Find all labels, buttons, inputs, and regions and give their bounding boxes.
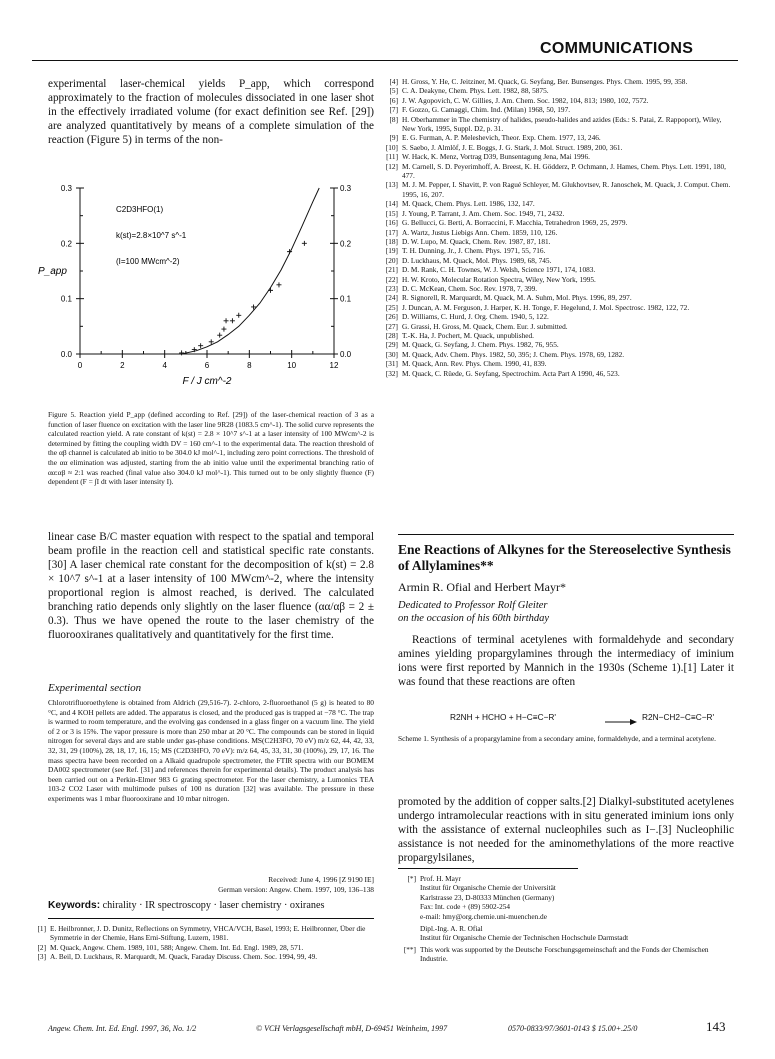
reference-item <box>33 943 375 952</box>
reference-number: [32] <box>385 368 398 378</box>
reference-number: [1] <box>37 924 46 933</box>
reference-item <box>385 256 733 265</box>
reference-text: H. Gross, Y. He, C. Jeitziner, M. Quack, G. Seyfang, Ber. Bunsenges. Phys. Chem. 1995, 99, 358. <box>402 77 688 86</box>
reference-number: [14] <box>385 199 398 209</box>
reference-text: M. Quack, C. Rüede, G. Seyfang, Spectrochim. Acta Part A 1990, 46, 523. <box>402 368 620 378</box>
data-point <box>221 327 226 332</box>
header-rule <box>32 60 738 61</box>
reference-number: [18] <box>385 236 398 246</box>
reference-text: G. Bellucci, G. Berti, A. Borraccini, F. Macchia, Tetrahedron 1969, 25, 2979. <box>402 218 628 228</box>
footnote-mark-1: [*] <box>407 874 416 883</box>
data-point <box>268 288 273 293</box>
reference-number: [23] <box>385 283 398 293</box>
reference-number: [11] <box>386 152 398 162</box>
footnotes <box>398 874 734 964</box>
y-tick-label-left: 0.2 <box>60 239 72 249</box>
inset-label: C2D3HFO(1) <box>116 205 164 214</box>
fit-curve <box>182 188 320 354</box>
reference-text: M. Quack, Angew. Chem. 1989, 101, 588; Angew. Chem. Int. Ed. Engl. 1989, 28, 571. <box>50 942 304 952</box>
footer-code: 0570-0833/97/3601-0143 $ 15.00+.25/0 <box>508 1024 638 1033</box>
reference-item <box>385 143 733 152</box>
reference-number: [20] <box>385 255 398 265</box>
x-tick-label: 4 <box>162 361 167 370</box>
y-axis-label: P_app <box>38 266 67 277</box>
x-tick-label: 2 <box>120 361 125 370</box>
reference-number: [22] <box>385 274 398 284</box>
reference-text: J. W. Agopovich, C. W. Gillies, J. Am. Chem. Soc. 1982, 104, 813; 1980, 102, 7572. <box>402 95 649 105</box>
scheme-caption: Scheme 1. Synthesis of a propargylamine from a secondary amine, formaldehyde, and a terminal acetylene. <box>398 734 716 743</box>
page-number: 143 <box>706 1019 726 1034</box>
reference-text: M. Quack, Chem. Phys. Lett. 1986, 132, 147. <box>402 199 535 209</box>
reference-number: [29] <box>385 340 398 350</box>
reference-item <box>385 162 733 181</box>
reference-number: [15] <box>385 208 398 218</box>
reference-text: M. Quack, Adv. Chem. Phys. 1982, 50, 395; J. Chem. Phys. 1978, 69, 1282. <box>402 349 625 359</box>
reference-text: C. A. Deakyne, Chem. Phys. Lett. 1982, 88, 5875. <box>402 86 549 96</box>
reference-item <box>385 284 733 293</box>
reference-text: M. Quack, G. Seyfang, J. Chem. Phys. 1982, 76, 955. <box>402 340 559 350</box>
reference-number: [30] <box>385 349 398 359</box>
refs-rule-left <box>48 918 374 919</box>
inset-label: k(st)=2.8×10^7 s^-1 <box>116 231 187 240</box>
keywords <box>48 900 378 911</box>
reference-number: [26] <box>385 312 398 322</box>
y-tick-label-right: 0.1 <box>340 294 352 304</box>
reference-item <box>385 350 733 359</box>
data-point <box>230 318 235 323</box>
reference-text: E. G. Furman, A. P. Meleshevich, Theor. Exp. Chem. 1977, 13, 246. <box>402 133 601 143</box>
reference-number: [2] <box>37 942 46 952</box>
footer-publisher: © VCH Verlagsgesellschaft mbH, D-69451 Weinheim, 1997 <box>256 1024 448 1033</box>
reference-number: [12] <box>385 161 398 171</box>
data-point <box>302 241 307 246</box>
chart-inset <box>116 205 187 266</box>
footnote-mark-2: [**] <box>403 944 416 954</box>
reference-number: [6] <box>389 95 398 105</box>
y-tick-label-right: 0.2 <box>340 239 352 249</box>
footer-journal: Angew. Chem. Int. Ed. Engl. 1997, 36, No. 1/2 <box>48 1024 197 1033</box>
reference-text: A. Wartz, Justus Liebigs Ann. Chem. 1859, 110, 126. <box>402 227 558 237</box>
reference-number: [16] <box>385 218 398 228</box>
article-authors: Armin R. Ofial and Herbert Mayr* <box>398 580 566 594</box>
reference-text: H. W. Kroto, Molecular Rotation Spectra, Wiley, New York, 1995. <box>402 274 596 284</box>
reference-item <box>385 322 733 331</box>
reference-text: H. Oberhammer in The chemistry of halides, pseudo-halides and azides (Eds.: S. Patai, Z. Rappoport), Wiley, New York, 1995, Suppl. D2, p. 31. <box>402 114 722 134</box>
reference-item <box>385 237 733 246</box>
data-point <box>217 333 222 338</box>
reference-item <box>385 265 733 274</box>
article-title: Ene Reactions of Alkynes for the Stereoselective Synthesis of Allylamines** <box>398 542 731 573</box>
footnote-rule <box>398 868 578 869</box>
footnote-1 <box>420 874 734 943</box>
reference-text: G. Grassi, H. Gross, M. Quack, Chem. Eur. J. submitted. <box>402 321 568 331</box>
reference-text: D. Luckhaus, M. Quack, Mol. Phys. 1989, 68, 745. <box>402 255 552 265</box>
footnote-line: Institut für Organische Chemie der Technischen Hochschule Darmstadt <box>420 933 629 943</box>
reference-item <box>385 77 733 86</box>
reference-text: S. Saebo, J. Almlöf, J. E. Boggs, J. G. Stark, J. Mol. Struct. 1989, 200, 361. <box>402 142 623 152</box>
reference-item <box>385 293 733 302</box>
reference-item <box>385 369 733 378</box>
reference-item <box>385 199 733 208</box>
x-tick-label: 12 <box>329 361 339 370</box>
reference-text: D. W. Lupo, M. Quack, Chem. Rev. 1987, 87, 181. <box>402 236 551 246</box>
x-tick-label: 10 <box>287 361 297 370</box>
reference-item <box>33 924 375 943</box>
footnote-line: Dipl.-Ing. A. R. Ofial <box>420 924 483 934</box>
reference-item <box>385 303 733 312</box>
intro-paragraph: experimental laser-chemical yields P_app, which correspond approximately to the fraction of molecules dissociated in one laser shot in the effectively irradiated volume (for exact definition see Ref. [29]) are analyzed quantitatively by means of a complete simulation of the reaction (Figure 5) in terms of the non- <box>48 78 374 146</box>
y-tick-label-left: 0.3 <box>60 184 72 193</box>
data-point <box>236 313 241 318</box>
section-header: COMMUNICATIONS <box>540 40 694 57</box>
inset-label: (I=100 MWcm^-2) <box>116 257 180 266</box>
x-axis-label: F / J cm^-2 <box>182 376 232 387</box>
y-tick-label-right: 0.0 <box>340 350 352 359</box>
reference-number: [5] <box>389 86 398 96</box>
reference-number: [8] <box>389 114 398 124</box>
reference-text: A. Beil, D. Luckhaus, R. Marquardt, M. Quack, Faraday Discuss. Chem. Soc. 1994, 99, 49. <box>50 952 318 962</box>
keywords-text: chirality · IR spectroscopy · laser chemistry · oxiranes <box>102 900 325 911</box>
reference-item <box>385 228 733 237</box>
reference-item <box>385 105 733 114</box>
figure-5-chart <box>36 176 382 408</box>
reference-item <box>385 180 733 199</box>
reference-number: [9] <box>389 133 398 143</box>
footnote-2: This work was supported by the Deutsche Forschungsgemeinschaft and the Fonds der Chemischen Industrie. <box>420 944 709 964</box>
reference-text: M. Quack, Ann. Rev. Phys. Chem. 1990, 41, 839. <box>402 359 547 369</box>
reference-item <box>385 359 733 368</box>
chart-axes <box>38 184 352 387</box>
reference-number: [10] <box>385 142 398 152</box>
y-tick-label-right: 0.3 <box>340 184 352 193</box>
reference-item <box>385 340 733 349</box>
reference-list-left <box>33 924 375 962</box>
reaction-arrow <box>605 713 637 731</box>
reference-text: J. Young, P. Tarrant, J. Am. Chem. Soc. 1949, 71, 2432. <box>402 208 565 218</box>
received-line: Received: June 4, 1996 [Z 9190 IE] <box>268 875 374 884</box>
footnote-line: Prof. H. Mayr <box>420 874 461 883</box>
reference-number: [25] <box>385 302 398 312</box>
reference-text: M. Carnell, S. D. Peyerimhoff, A. Breest, K. H. Gödderz, P. Ochmann, J. Hames, Chem. Phys. Lett. 1991, 180, 477. <box>402 161 726 181</box>
reference-number: [17] <box>385 227 398 237</box>
reference-text: J. Duncan, A. M. Ferguson, J. Harper, K. H. Tonge, F. Hegelund, J. Mol. Spectrosc. 1982, 122, 72. <box>402 302 690 312</box>
article-paragraph-1: Reactions of terminal acetylenes with formaldehyde and secondary amines yielding propargylamines through the intermediacy of iminium ions were first reported by Mannich in the 1930s (Scheme 1).[1] Later it was found that these reactions are often <box>398 634 734 688</box>
scheme-reactants: R2NH + HCHO + H−C≡C−R' <box>450 712 557 722</box>
x-tick-label: 0 <box>77 361 83 370</box>
scheme-product: R2N−CH2−C≡C−R' <box>642 712 715 722</box>
reference-number: [19] <box>385 246 398 256</box>
dedication-line-2: on the occasion of his 60th birthday <box>398 613 550 624</box>
reference-item <box>385 312 733 321</box>
article-title-block <box>398 542 734 574</box>
experimental-text: Chlorotrifluoroethylene is obtained from Aldrich (29,516-7). 2-chloro, 2-fluoroethanol (5 g) is heated to 80 °C, and 4 KOH pellets are added. The apparatus is closed, and the produced gas is trapped at −78 °C. The trap is warmed to room temperature, and the evolving gas condensed in a glass finger on a vacuum line. The yield of 2 or 3 is 15%. The vapor pressure is more than 250 mbar at 20 °C. The compounds can be stored in liquid nitrogen for several days and are stable under gas-phase conditions. MS(C2H3FO, 70 eV) m/z 62, 44, 42, 33, 32, 31, 29 (100%), 28, 18, 17, 16, 15; MS (C2D3HFO, 70 eV): m/z 64, 45, 33, 31, 30 (100%), 29, 17, 16. The mass spectra have been recorded on a Alkaid quadrupole spectrometer, the FTIR spectra with our BOMEM DA002 spectrometer (see Ref. [31] and references therein for experimental details). The product analysis has been carried out on a Perkin-Elmer 983 G grating spectrometer. For the laser chemistry, a Lumonics TEA 103-2 CO2 Laser with multimode pulses of 100 ns duration [32] was available. The pressure in these experiments was 1 mbar fluorooxirane and 10 mbar nitrogen. <box>48 698 374 803</box>
reference-text: D. Williams, C. Hurd, J. Org. Chem. 1940, 5, 122. <box>402 312 549 322</box>
footnote-line: Fax: Int. code + (89) 5902-254 <box>420 902 511 912</box>
reference-item <box>385 218 733 227</box>
reference-text: T.-K. Ha, J. Pochert, M. Quack, unpublished. <box>402 330 534 340</box>
data-point <box>224 318 229 323</box>
footnote-line: Karlstrasse 23, D-80333 München (Germany) <box>420 892 555 902</box>
experimental-heading: Experimental section <box>48 682 142 694</box>
x-tick-label: 6 <box>204 361 210 370</box>
conclusion-paragraph: linear case B/C master equation with respect to the spatial and temporal beam profile in the reaction cell and statistical specific rate constants.[30] A laser chemical rate constant for the decomposition of k(st) = 2.8 × 10^7 s^-1 at a laser intensity of 100 MWcm^-2, where the intensity proportional region is almost reached, is derived. The calculated branching ratio depends only slightly on the laser fluence (αα/αβ = 2 ± 0.3). Thus we have opened the route to the laser chemistry of the fluorooxiranes qualitatively and quantitatively for the first time. <box>48 531 374 641</box>
reference-text: E. Heilbronner, J. D. Dunitz, Reflections on Symmetry, VHCA/VCH, Basel, 1993; E. Heilbronner, Über die Symmetrie in der Chemie, Hans Erni-Stiftung, Luzern, 1981. <box>50 924 366 943</box>
reference-item <box>385 86 733 95</box>
reference-text: W. Hack, K. Menz, Vortrag D39, Bunsentagung Jena, Mai 1996. <box>402 152 590 162</box>
figure-caption: Figure 5. Reaction yield P_app (defined according to Ref. [29]) of the laser-chemical reaction of 3 as a function of laser fluence on excitation with the laser line 9R28 (1083.5 cm^-1). The solid curve represents the calculated reaction yield. A rate constant of k(st) = 2.8 × 10^7 s^-1 at a laser intensity of 100 MWcm^-2 is determined by fitting the coupling width DV = 160 cm^-1 to the experimental data. The reaction threshold of the αβ channel is calculated ab initio to be 304.0 kJ mol^-1, including zero point corrections. The threshold of the αα elimination was adjusted, starting from the ab initio value until the experimental branching ratio of αα:αβ ≈ 2:1 was reached (final value also 304.0 kJ mol^-1). This turned out to be only slightly fluence (F) dependent (F = ∫I dt with laser intensity I). <box>48 410 374 487</box>
article-rule <box>398 534 734 535</box>
german-version-line: German version: Angew. Chem. 1997, 109, 136–138 <box>218 885 374 894</box>
reference-item <box>385 331 733 340</box>
y-tick-label-left: 0.1 <box>60 294 72 304</box>
reference-item <box>385 115 733 134</box>
y-tick-label-left: 0.0 <box>60 350 72 359</box>
reference-number: [7] <box>389 105 398 115</box>
reference-item <box>385 246 733 255</box>
article-paragraph-2: promoted by the addition of copper salts.[2] Dialkyl-substituted acetylenes undergo intramolecular reactions with in situ generated iminium ions only with the assistance of external nucleophiles such as I−.[3] Nucleophilic assistance is not needed for the aminomethylations of the more reactive propargylsilanes, <box>398 796 734 864</box>
reference-text: F. Gozzo, G. Camaggi, Chim. Ind. (Milan) 1968, 50, 197. <box>402 105 571 115</box>
reference-number: [24] <box>385 293 398 303</box>
reference-item <box>385 133 733 142</box>
reference-text: T. H. Dunning, Jr., J. Chem. Phys. 1971, 55, 716. <box>402 246 546 256</box>
reference-text: R. Signorell, R. Marquardt, M. Quack, M. A. Suhm, Mol. Phys. 1996, 89, 297. <box>402 293 632 303</box>
reference-item <box>33 952 375 961</box>
reference-text: D. C. McKean, Chem. Soc. Rev. 1978, 7, 399. <box>402 283 538 293</box>
reference-number: [13] <box>385 180 398 190</box>
footnote-line: e-mail: hmy@org.chemie.uni-muenchen.de <box>420 911 547 921</box>
reference-text: D. M. Rank, C. H. Townes, W. J. Welsh, Science 1971, 174, 1083. <box>402 265 596 275</box>
reference-item <box>385 152 733 161</box>
reference-number: [31] <box>385 359 398 369</box>
x-tick-label: 8 <box>247 361 252 370</box>
dedication-line-1: Dedicated to Professor Rolf Gleiter <box>398 600 548 611</box>
reference-number: [3] <box>37 952 46 962</box>
reference-number: [27] <box>385 321 398 331</box>
reference-number: [28] <box>385 330 398 340</box>
data-point <box>198 343 203 348</box>
reference-number: [4] <box>389 77 398 86</box>
data-point <box>179 350 184 355</box>
footnote-line: Institut für Organische Chemie der Universität <box>420 883 556 893</box>
reference-list-right <box>385 77 733 378</box>
reference-item <box>385 209 733 218</box>
reference-item <box>385 96 733 105</box>
data-point <box>276 282 281 287</box>
keywords-label: Keywords: <box>48 900 101 911</box>
reference-text: M. J. M. Pepper, I. Shavitt, P. von Ragué Schleyer, M. Glukhovtsev, R. Janoschek, M. Quack, J. Comput. Chem. 1995, 16, 207. <box>402 180 731 199</box>
reference-item <box>385 275 733 284</box>
reference-number: [21] <box>385 265 398 275</box>
chart-marks <box>179 188 319 355</box>
